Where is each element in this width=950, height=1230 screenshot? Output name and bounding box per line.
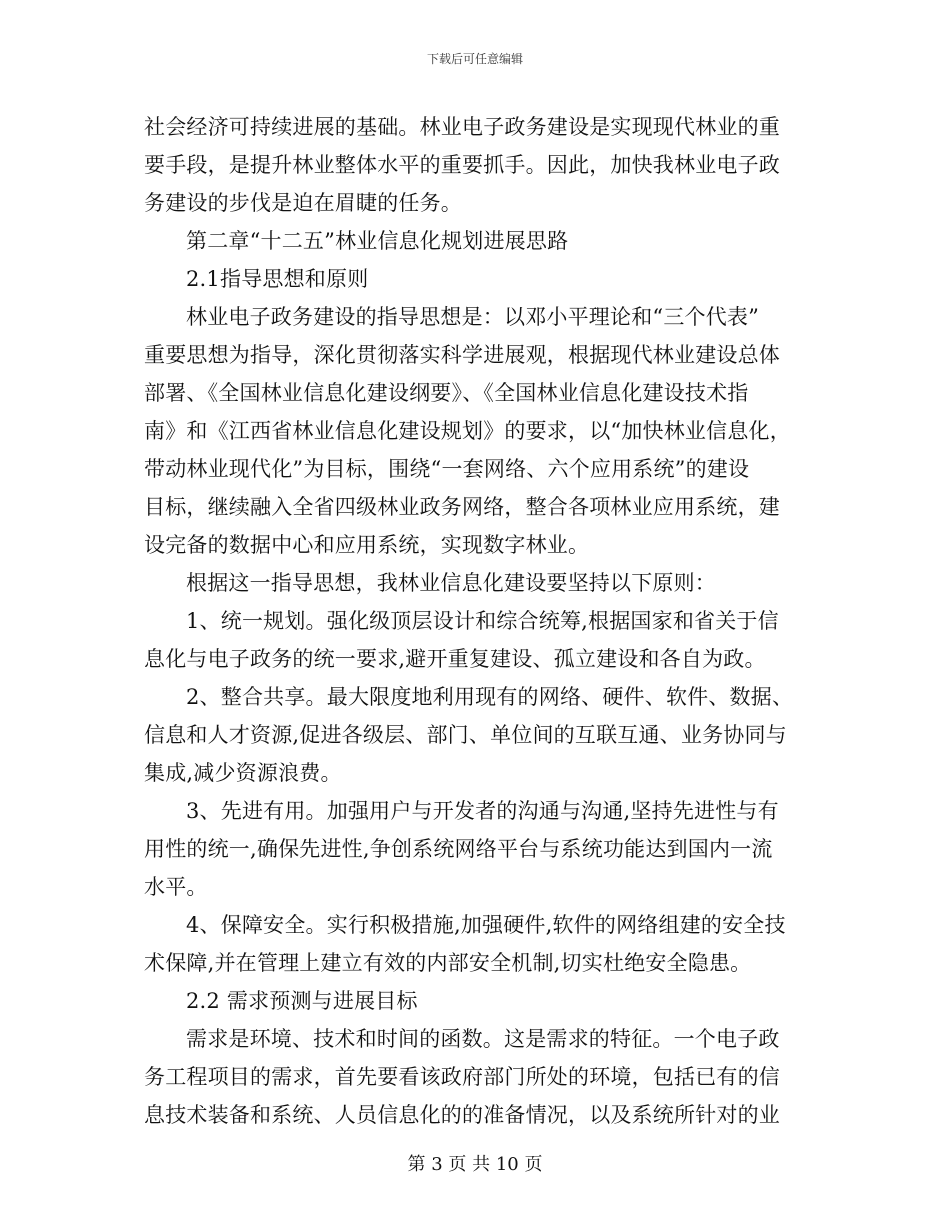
body-line: 南》和《江西省林业信息化建设规划》的要求，以“加快林业信息化， <box>144 419 791 443</box>
body-line: 务建设的步伐是迫在眉睫的任务。 <box>144 191 462 215</box>
body-line: 术保障,并在管理上建立有效的内部安全机制,切实杜绝安全隐患。 <box>144 951 752 975</box>
body-line: 息技术装备和系统、人员信息化的的准备情况，以及系统所针对的业 <box>144 1103 780 1127</box>
chapter-heading: 第二章“十二五”林业信息化规划进展思路 <box>186 229 569 253</box>
body-line: 集成,减少资源浪费。 <box>144 761 342 785</box>
body-line: 林业电子政务建设的指导思想是：以邓小平理论和“三个代表” <box>186 305 760 329</box>
body-line: 要手段，是提升林业整体水平的重要抓手。因此，加快我林业电子政 <box>144 153 780 177</box>
body-line: 设完备的数据中心和应用系统，实现数字林业。 <box>144 533 590 557</box>
body-line: 水平。 <box>144 875 208 899</box>
principle-item: 1、统一规划。强化级顶层设计和综合统筹,根据国家和省关于信 <box>186 609 779 633</box>
body-line: 信息和人才资源,促进各级层、部门、单位间的互联互通、业务协同与 <box>144 723 787 747</box>
principle-item: 3、先进有用。加强用户与开发者的沟通与沟通,坚持先进性与有 <box>186 799 779 823</box>
body-line: 用性的统一,确保先进性,争创系统网络平台与系统功能达到国内一流 <box>144 837 773 861</box>
page-number: 第 3 页 共 10 页 <box>407 1154 543 1175</box>
body-line: 务工程项目的需求，首先要看该政府部门所处的环境，包括已有的信 <box>144 1065 780 1089</box>
principle-item: 4、保障安全。实行积极措施,加强硬件,软件的网络组建的安全技 <box>186 913 786 937</box>
document-body <box>144 108 814 1134</box>
body-line: 重要思想为指导，深化贯彻落实科学进展观，根据现代林业建设总体 <box>144 343 780 367</box>
section-heading: 2.2 需求预测与进展目标 <box>186 989 418 1013</box>
body-line: 息化与电子政务的统一要求,避开重复建设、孤立建设和各自为政。 <box>144 647 766 671</box>
page-header: 下载后可任意编辑 <box>426 52 523 66</box>
body-line: 社会经济可持续进展的基础。林业电子政务建设是实现现代林业的重 <box>144 115 780 139</box>
section-heading: 2.1指导思想和原则 <box>186 267 369 291</box>
body-line: 需求是环境、技术和时间的函数。这是需求的特征。一个电子政 <box>186 1027 780 1051</box>
principle-item: 2、整合共享。最大限度地利用现有的网络、硬件、软件、数据、 <box>186 685 794 709</box>
body-line: 部署、《全国林业信息化建设纲要》、《全国林业信息化建设技术指 <box>144 381 749 405</box>
body-line: 目标，继续融入全省四级林业政务网络，整合各项林业应用系统，建 <box>144 495 780 519</box>
body-line: 根据这一指导思想，我林业信息化建设要坚持以下原则： <box>186 571 716 595</box>
body-line: 带动林业现代化”为目标，围绕“一套网络、六个应用系统”的建设 <box>144 457 750 481</box>
